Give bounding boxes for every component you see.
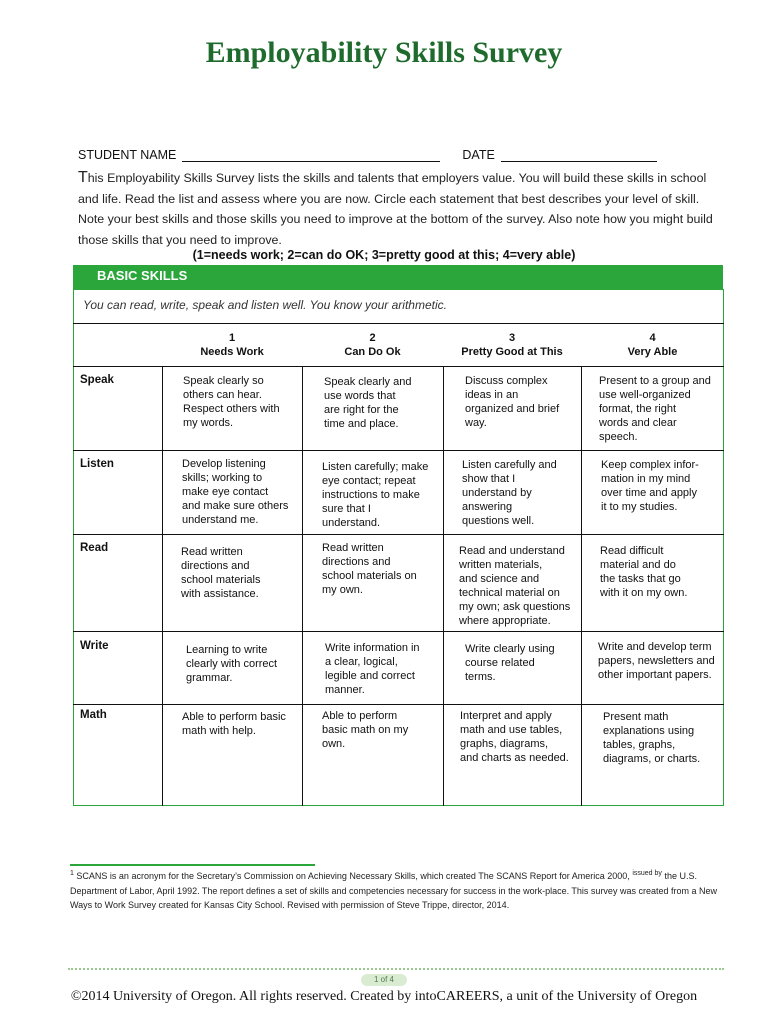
- skill-cell[interactable]: Keep complex infor- mation in my mind over time and apply it to my studies.: [601, 459, 699, 513]
- intro-text: his Employability Skills Survey lists the skills and talents that employers value. You will build these skills in school and life. Read the list and assess where you are now. Circle each statement that best describes your level of skill. Note your best skills and those skills you need to improve at the bottom of the survey. Also note how you might build those skills that you need to improve.: [78, 171, 713, 247]
- table-rule: [581, 366, 582, 806]
- intro-initial: T: [78, 169, 88, 186]
- page-indicator: 1 of 4: [361, 974, 407, 986]
- page-title: Employability Skills Survey: [205, 36, 563, 69]
- skill-cell[interactable]: Present math explanations using tables, graphs, diagrams, or charts.: [603, 711, 701, 765]
- column-header: [302, 331, 443, 359]
- column-label: Needs Work: [200, 346, 264, 358]
- skill-cell[interactable]: Read and understand written materials, and science and technical material on my own; ask questions where appropriate.: [459, 545, 571, 627]
- skill-cell[interactable]: Read written directions and school materials on my own.: [322, 542, 417, 596]
- skill-cell[interactable]: Speak clearly so others can hear. Respect others with my words.: [183, 375, 280, 429]
- column-number: 3: [508, 332, 516, 344]
- row-label-read: Read: [80, 542, 109, 554]
- column-number: 1: [228, 332, 236, 344]
- table-rule: [73, 631, 724, 632]
- table-rule: [302, 366, 303, 806]
- skill-cell[interactable]: Able to perform basic math on my own.: [322, 710, 409, 750]
- rating-scale: (1=needs work; 2=can do OK; 3=pretty good at this; 4=very able): [192, 248, 576, 262]
- footnote-text-a: SCANS is an acronym for the Secretary’s Commission on Achieving Necessary Skills, which created The SCANS Report for America 2000,: [76, 871, 630, 881]
- date-label: DATE: [462, 148, 495, 162]
- skill-cell[interactable]: Develop listening skills; working to make eye contact and make sure others understand me.: [182, 458, 289, 526]
- skill-cell[interactable]: Write information in a clear, logical, legible and correct manner.: [325, 642, 420, 696]
- table-rule: [73, 704, 724, 705]
- table-rule: [73, 323, 724, 324]
- skills-table: [73, 323, 724, 806]
- student-info-row: [78, 148, 698, 162]
- student-name-label: STUDENT NAME: [78, 148, 177, 162]
- intro-paragraph: [78, 168, 718, 250]
- section-header: BASIC SKILLS: [73, 265, 723, 289]
- column-number: 4: [649, 332, 656, 344]
- column-header: [162, 331, 302, 359]
- footnote-marker: 1: [70, 870, 74, 877]
- table-rule: [73, 366, 724, 367]
- student-name-field[interactable]: [182, 148, 440, 162]
- table-rule: [73, 450, 724, 451]
- column-number: 2: [369, 332, 376, 344]
- footnote-text-b: issued by: [632, 870, 662, 877]
- footnote-text-c: the U.S. Department of Labor, April 1992. The report defines a set of skills and competencies necessary for success in the work-place. This survey was created from a New Ways to Work Survey created for Kansas City School. Revised with permission of Steve Trippe, director, 2014.: [70, 871, 717, 910]
- footnote: [70, 867, 720, 913]
- footer-divider: [68, 968, 724, 970]
- skill-cell[interactable]: Write clearly using course related terms.: [465, 643, 555, 683]
- skill-cell[interactable]: Listen carefully; make eye contact; repeat instructions to make sure that I understand.: [322, 461, 429, 529]
- skill-cell[interactable]: Speak clearly and use words that are right for the time and place.: [324, 376, 412, 430]
- skill-cell[interactable]: Learning to write clearly with correct grammar.: [186, 644, 278, 684]
- column-label: Very Able: [627, 346, 678, 358]
- skill-cell[interactable]: Discuss complex ideas in an organized and brief way.: [465, 375, 560, 429]
- row-label-math: Math: [80, 709, 107, 721]
- column-header: [581, 331, 724, 359]
- date-field[interactable]: [501, 148, 657, 162]
- footnote-divider: [70, 864, 315, 866]
- skill-cell[interactable]: Interpret and apply math and use tables, graphs, diagrams, and charts as needed.: [460, 710, 569, 764]
- table-rule: [162, 366, 163, 806]
- table-rule: [443, 366, 444, 806]
- row-label-listen: Listen: [80, 458, 114, 470]
- skill-cell[interactable]: Able to perform basic math with help.: [182, 711, 286, 737]
- section-description: You can read, write, speak and listen well. You know your arithmetic.: [83, 298, 447, 312]
- table-rule: [73, 534, 724, 535]
- row-label-speak: Speak: [80, 374, 114, 386]
- column-header: [443, 331, 581, 359]
- skill-cell[interactable]: Present to a group and use well-organized format, the right words and clear speech.: [599, 375, 711, 443]
- skill-cell[interactable]: Write and develop term papers, newsletters and other important papers.: [598, 641, 715, 681]
- column-label: Pretty Good at This: [461, 346, 563, 358]
- column-label: Can Do Ok: [344, 346, 401, 358]
- skill-cell[interactable]: Read written directions and school materials with assistance.: [181, 546, 261, 600]
- skill-cell[interactable]: Listen carefully and show that I understand by answering questions well.: [462, 459, 557, 527]
- row-label-write: Write: [80, 640, 109, 652]
- copyright-notice: ©2014 University of Oregon. All rights reserved. Created by intoCAREERS, a unit of the University of Oregon: [70, 989, 698, 1004]
- skill-cell[interactable]: Read difficult material and do the tasks that go with it on my own.: [600, 545, 688, 599]
